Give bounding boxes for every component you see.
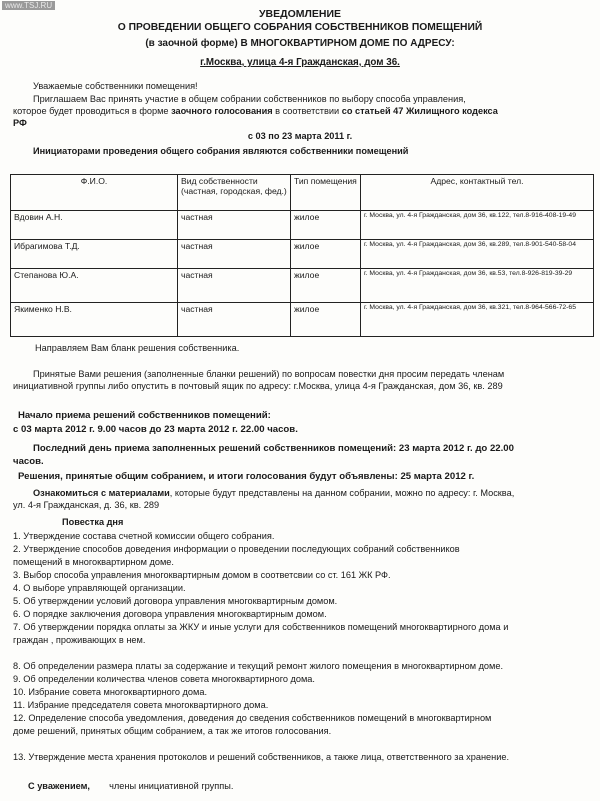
invitation-law-rf: РФ — [13, 118, 27, 128]
row-name: Вдовин А.Н. — [11, 211, 178, 240]
row-address: г. Москва, ул. 4-я Гражданская, дом 36, кв.289, тел.8-901-540-58-04 — [361, 240, 594, 269]
materials-line-1 — [33, 488, 514, 499]
table-header-row — [11, 175, 594, 211]
decisions-line-1: Принятые Вами решения (заполненные бланки решений) по вопросам повестки дня просим передать членам — [33, 369, 505, 379]
materials-text: , которые будут представлены на данном собрании, можно по адресу: г. Москва, — [169, 488, 515, 498]
agenda-item: 13. Утверждение места хранения протоколов и решений собственников, а также лица, ответственного за хранение. — [13, 752, 510, 762]
last-day-line-2: часов. — [13, 456, 44, 467]
row-address: г. Москва, ул. 4-я Гражданская, дом 36, кв.53, тел.8-926-819-39-29 — [361, 269, 594, 303]
acceptance-period: с 03 марта 2012 г. 9.00 часов до 23 марта 2012 г. 22.00 часов. — [13, 424, 298, 435]
row-ownership: частная — [178, 303, 291, 337]
meeting-dates: с 03 по 23 марта 2011 г. — [247, 131, 353, 141]
watermark: www.TSJ.RU — [2, 1, 55, 10]
header-ownership: Вид собственности (частная, городская, фед.) — [178, 175, 291, 211]
closing-regards: С уважением, — [28, 781, 90, 791]
invitation-line-2 — [13, 106, 498, 117]
row-address: г. Москва, ул. 4-я Гражданская, дом 36, кв.321, тел.8-964-566-72-65 — [361, 303, 594, 337]
invitation-voting-form: заочного голосования — [171, 106, 273, 116]
header-premises-type: Тип помещения — [291, 175, 361, 211]
agenda-item: 2. Утверждение способов доведения информации о проведении последующих собраний собственников — [13, 544, 460, 554]
table-row — [11, 240, 594, 269]
row-name: Ибрагимова Т.Д. — [11, 240, 178, 269]
row-address: г. Москва, ул. 4-я Гражданская, дом 36, кв.122, тел.8-916-408-19-49 — [361, 211, 594, 240]
agenda-list — [13, 531, 593, 765]
agenda-item-cont: граждан , проживающих в нем. — [13, 635, 146, 645]
results-announcement: Решения, принятые общим собранием, и итоги голосования будут объявлены: 25 марта 2012 г. — [18, 471, 475, 482]
table-row — [11, 269, 594, 303]
agenda-item: 3. Выбор способа управления многоквартирным домом в соответсвии со ст. 161 ЖК РФ. — [13, 570, 391, 580]
agenda-item: 6. О порядке заключения договора управления многоквартирным домом. — [13, 609, 327, 619]
row-name: Якименко Н.В. — [11, 303, 178, 337]
agenda-item: 12. Определение способа уведомления, доведения до сведения собственников помещений в многоквартирном — [13, 713, 492, 723]
agenda-item: 5. Об утверждении условий договора управления многоквартирным домом. — [13, 596, 338, 606]
agenda-item-cont: помещений в многоквартирном доме. — [13, 557, 174, 567]
invitation-line-1: Приглашаем Вас принять участие в общем собрании собственников по выбору способа управления, — [33, 94, 466, 104]
closing-signature: члены инициативной группы. — [109, 781, 234, 791]
agenda-item: 8. Об определении размера платы за содержание и текущий ремонт жилого помещения в многоквартирном доме. — [13, 661, 504, 671]
decisions-line-2: инициативной группы либо опустить в почтовый ящик по адресу: г.Москва, улица 4-я Гражданская, дом 36, кв. 289 — [13, 381, 503, 391]
agenda-item-cont: доме решений, принятых общим собранием, а так же итогов голосования. — [13, 726, 332, 736]
row-type: жилое — [291, 240, 361, 269]
title-line-1: О ПРОВЕДЕНИИ ОБЩЕГО СОБРАНИЯ СОБСТВЕННИКОВ ПОМЕЩЕНИЙ — [117, 22, 483, 33]
greeting: Уважаемые собственники помещения! — [33, 81, 198, 91]
form-sent-note: Направляем Вам бланк решения собственника. — [35, 343, 240, 353]
row-ownership: частная — [178, 211, 291, 240]
initiators-table — [10, 174, 594, 337]
agenda-item: 7. Об утверждении порядка оплаты за ЖКУ и иные услуги для собственников помещений многоквартирного дома и — [13, 622, 509, 632]
header-name: Ф.И.О. — [11, 175, 178, 211]
materials-line-2: ул. 4-я Гражданская, д. 36, кв. 289 — [13, 500, 160, 510]
agenda-title: Повестка дня — [62, 517, 124, 527]
agenda-item: 10. Избрание совета многоквартирного дома. — [13, 687, 208, 697]
table-row — [11, 303, 594, 337]
row-ownership: частная — [178, 269, 291, 303]
materials-bold: Ознакомиться с материалами — [33, 488, 170, 498]
table-row — [11, 211, 594, 240]
row-type: жилое — [291, 303, 361, 337]
row-ownership: частная — [178, 240, 291, 269]
closing — [28, 781, 233, 792]
agenda-item: 1. Утверждение состава счетной комиссии общего собрания. — [13, 531, 275, 541]
header-address: Адрес, контактный тел. — [361, 175, 594, 211]
title-line-2: (в заочной форме) В МНОГОКВАРТИРНОМ ДОМЕ ПО АДРЕСУ: — [145, 38, 455, 49]
invitation-law-reference: со статьей 47 Жилищного кодекса — [341, 106, 498, 116]
invitation-text-2: в соответствии — [272, 106, 342, 116]
initiators-heading: Инициаторами проведения общего собрания являются собственники помещений — [33, 146, 409, 156]
agenda-item: 9. Об определении количества членов совета многоквартирного дома. — [13, 674, 315, 684]
row-type: жилое — [291, 269, 361, 303]
document-title: УВЕДОМЛЕНИЕ — [258, 8, 342, 20]
acceptance-start-title: Начало приема решений собственников помещений: — [18, 410, 271, 421]
agenda-item: 11. Избрание председателя совета многоквартирного дома. — [13, 700, 269, 710]
agenda-item: 4. О выборе управляющей организации. — [13, 583, 186, 593]
row-name: Степанова Ю.А. — [11, 269, 178, 303]
row-type: жилое — [291, 211, 361, 240]
last-day-line-1: Последний день приема заполненных решений собственников помещений: 23 марта 2012 г. до 22.00 — [33, 443, 514, 454]
building-address: г.Москва, улица 4-я Гражданская, дом 36. — [200, 57, 400, 68]
invitation-text: которое будет проводиться в форме — [13, 106, 172, 116]
